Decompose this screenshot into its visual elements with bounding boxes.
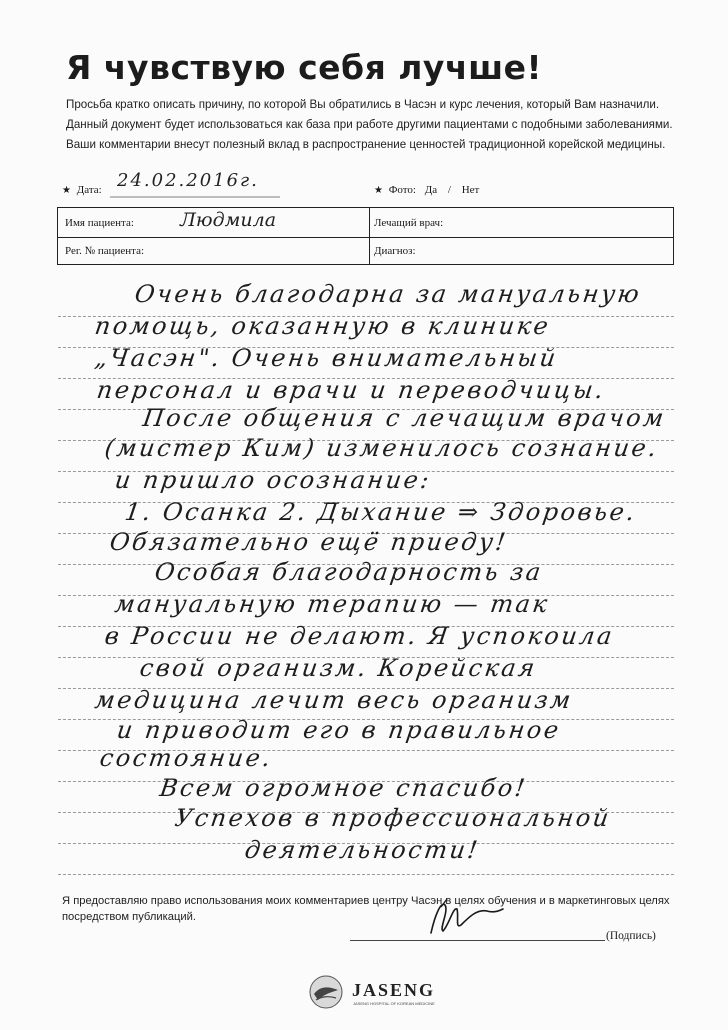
- signature-line: [350, 940, 605, 941]
- handwritten-line: в России не делают. Я успокоила: [103, 622, 616, 650]
- photo-yes-option[interactable]: Да: [424, 184, 438, 196]
- handwritten-line: медицина лечит весь организм: [93, 686, 575, 714]
- ruled-line: [58, 874, 674, 875]
- handwritten-line: свой организм. Корейская: [138, 654, 539, 682]
- date-handwritten: 24.02.2016г.: [117, 170, 259, 191]
- handwritten-line: Обязательно ещё приеду!: [108, 528, 510, 556]
- star-icon: ★: [62, 185, 71, 196]
- photo-no-option[interactable]: Нет: [461, 184, 480, 196]
- intro-line: Ваши комментарии внесут полезный вклад в распространение ценностей традиционной корейской медицины.: [66, 138, 666, 151]
- handwritten-line: Успехов в профессиональной: [173, 804, 613, 832]
- handwritten-line: (мистер Ким) изменилось сознание.: [103, 434, 661, 462]
- handwritten-line: помощь, оказанную в клинике: [93, 312, 553, 340]
- intro-line: Данный документ будет использоваться как база при работе другими пациентами с подобными заболеваниями.: [66, 118, 673, 131]
- date-label: Дата:: [76, 184, 102, 196]
- reg-number-label: Рег. № пациента:: [65, 245, 145, 257]
- jaseng-logo-icon: [308, 974, 344, 1010]
- consent-text: Я предоставляю право использования моих комментариев центру Часэн в целях обучения и в маркетинговых целях посредством публикаций.: [62, 895, 670, 923]
- page-title: Я чувствую себя лучше!: [66, 48, 543, 87]
- date-field: [62, 184, 102, 196]
- patient-name-label: Имя пациента:: [65, 217, 134, 229]
- handwritten-line: Всем огромное спасибо!: [158, 774, 530, 802]
- table-divider-vertical: [369, 208, 370, 264]
- photo-label: Фото:: [388, 184, 416, 196]
- intro-text: [66, 95, 686, 155]
- signature-label: (Подпись): [606, 930, 656, 942]
- handwritten-line: Очень благодарна за мануальную: [133, 280, 644, 308]
- handwritten-line: деятельности!: [243, 836, 482, 864]
- patient-name-handwritten: Людмила: [180, 209, 277, 231]
- patient-info-table: [57, 207, 674, 265]
- handwritten-line: состояние.: [98, 744, 275, 772]
- doctor-label: Лечащий врач:: [374, 217, 444, 229]
- star-icon: ★: [374, 185, 383, 196]
- handwritten-line: мануальную терапию — так: [113, 590, 552, 618]
- handwritten-line: персонал и врачи и переводчицы.: [95, 376, 608, 404]
- diagnosis-label: Диагноз:: [374, 245, 416, 257]
- photo-field: [374, 184, 479, 196]
- handwritten-line: 1. Осанка 2. Дыхание ⇒ Здоровье.: [123, 498, 639, 526]
- table-divider-horizontal: [58, 237, 673, 238]
- handwritten-line: Особая благодарность за: [153, 558, 545, 586]
- handwritten-line: „Часэн". Очень внимательный: [93, 344, 560, 372]
- handwritten-line: и приводит его в правильное: [115, 716, 563, 744]
- photo-separator: /: [447, 184, 451, 196]
- date-underline: [110, 195, 280, 199]
- handwritten-line: После общения с лечащим врачом: [141, 404, 668, 432]
- logo-subtitle: JASENG HOSPITAL OF KOREAN MEDICINE: [353, 1001, 435, 1006]
- signature-scribble: [425, 895, 505, 945]
- logo-text: JASENG: [352, 980, 436, 1000]
- intro-line: Просьба кратко описать причину, по которой Вы обратились в Часэн и курс лечения, который Вам назначили.: [66, 98, 660, 111]
- handwritten-line: и пришло осознание:: [113, 466, 434, 494]
